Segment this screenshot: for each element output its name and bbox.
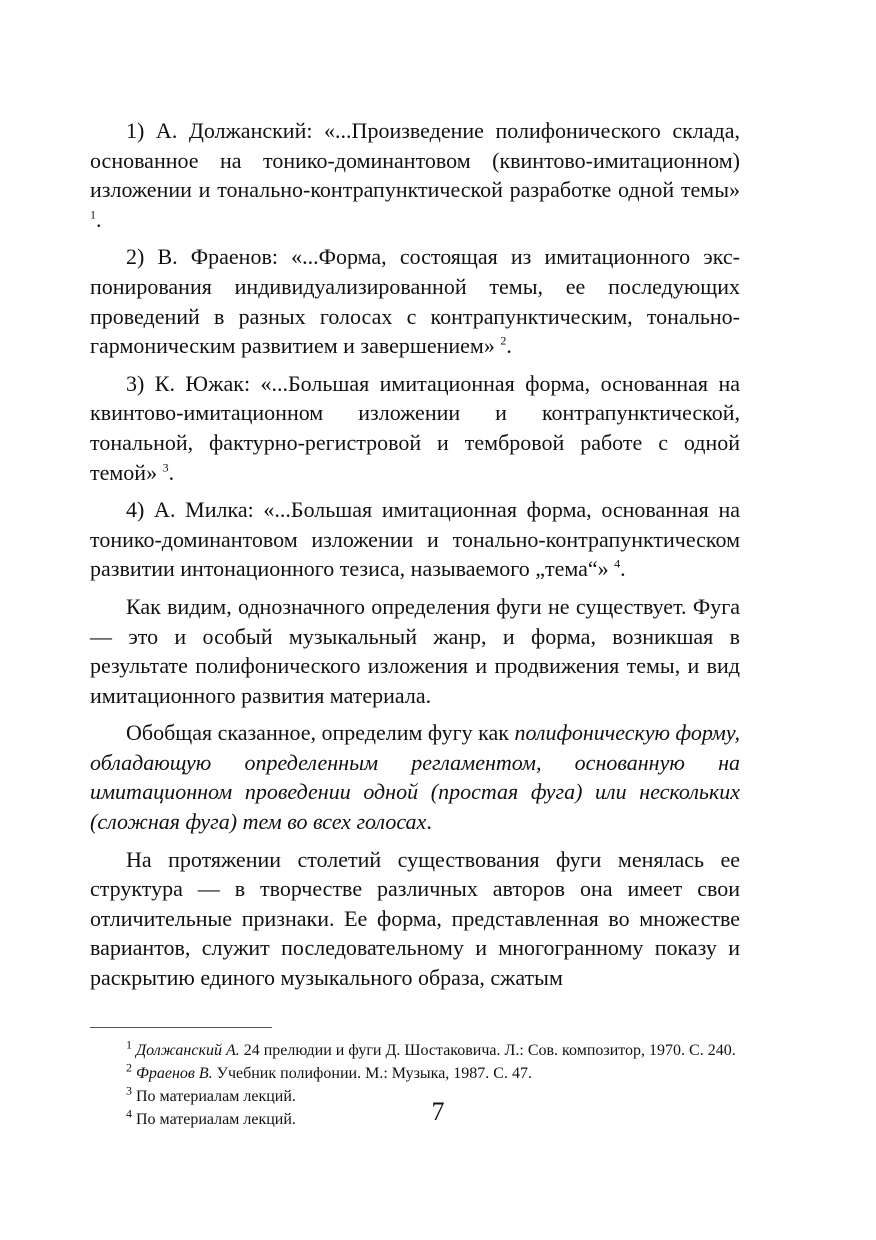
italic-text: полифоническую форму, обладающую определенным регламентом, основанную на имитационном проведении одной (простая фуга) или нескольких (сложная фуга) тем во всех голосах — [90, 720, 740, 835]
footnote-marker: 2 — [500, 333, 507, 348]
main-text — [90, 116, 740, 993]
footnote: $^1$ Должанский А. 24 прелюдии и фуги Д. Шостаковича. Л.: Сов. композитор, 1970. С. 240. — [126, 1037, 736, 1059]
footnote-marker: 4 — [614, 556, 621, 571]
footnote-divider — [90, 1027, 272, 1028]
italic-text: Должанский А. — [132, 1041, 240, 1059]
footnote-marker: 3 — [162, 460, 169, 475]
italic-text: Фраенов В. — [132, 1064, 213, 1082]
footnote: $^4$ По материалам лекций. — [126, 1106, 296, 1128]
footnote-marker: 4 — [126, 1106, 132, 1121]
footnote: $^3$ По материалам лекций. — [126, 1083, 296, 1105]
page-number: 7 — [431, 1097, 445, 1126]
footnote-marker: 1 — [126, 1037, 132, 1052]
footnote-marker: 2 — [126, 1060, 132, 1075]
paragraph: 4) А. Милка: «...Большая имитационная форма, основанная на тонико-доминантовом изложении и тонально-контрапунктическом развитии интонационного тезиса, называемого „тема“» $^4$. — [90, 497, 740, 582]
page-body — [90, 116, 740, 1132]
paragraph: 1) А. Должанский: «...Произведение полифонического склада, основанное на тонико-доминантовом (квинтово-имитационном) изложении и тонально-контрапунктической разработке одной темы» $^1$. — [90, 118, 740, 232]
paragraph: 2) В. Фраенов: «...Форма, состоящая из имитационного экспонирования индивидуализированной темы, ее последующих проведений в разных голосах с контрапунктическим, тонально-гармоническим развитием и завершением» $^2$. — [90, 244, 740, 359]
paragraph: 3) К. Южак: «...Большая имитационная форма, основанная на квинтово-имитационном изложении и контрапунктической, тональной, фактурно-регистровой и тембровой работе с одной темой» $^3$. — [90, 370, 740, 485]
footnote-marker: 3 — [126, 1083, 132, 1098]
paragraph: Обобщая сказанное, определим фугу как полифоническую форму, обладающую определенным регламентом, основанную на имитационном проведении одной (простая фуга) или нескольких (сложная фуга) тем во всех голосах. — [90, 720, 740, 835]
paragraph: Как видим, однозначного определения фуги не существует. Фуга — это и особый музыкальный жанр, и форма, возникшая в результате полифонического изложения и продвижения темы, и вид имитационного развития материала. — [90, 593, 740, 708]
footnote-marker: 1 — [90, 207, 96, 222]
footnote: $^2$ Фраенов В. Учебник полифонии. М.: Музыка, 1987. С. 47. — [126, 1060, 532, 1082]
paragraph: На протяжении столетий существования фуги менялась ее структура — в творчестве различных авторов она имеет свои отличительные признаки. Ее форма, представленная во множестве вариантов, служит последовательному и многогранному показу и раскрытию единого музыкального образа, сжатым — [90, 846, 740, 991]
